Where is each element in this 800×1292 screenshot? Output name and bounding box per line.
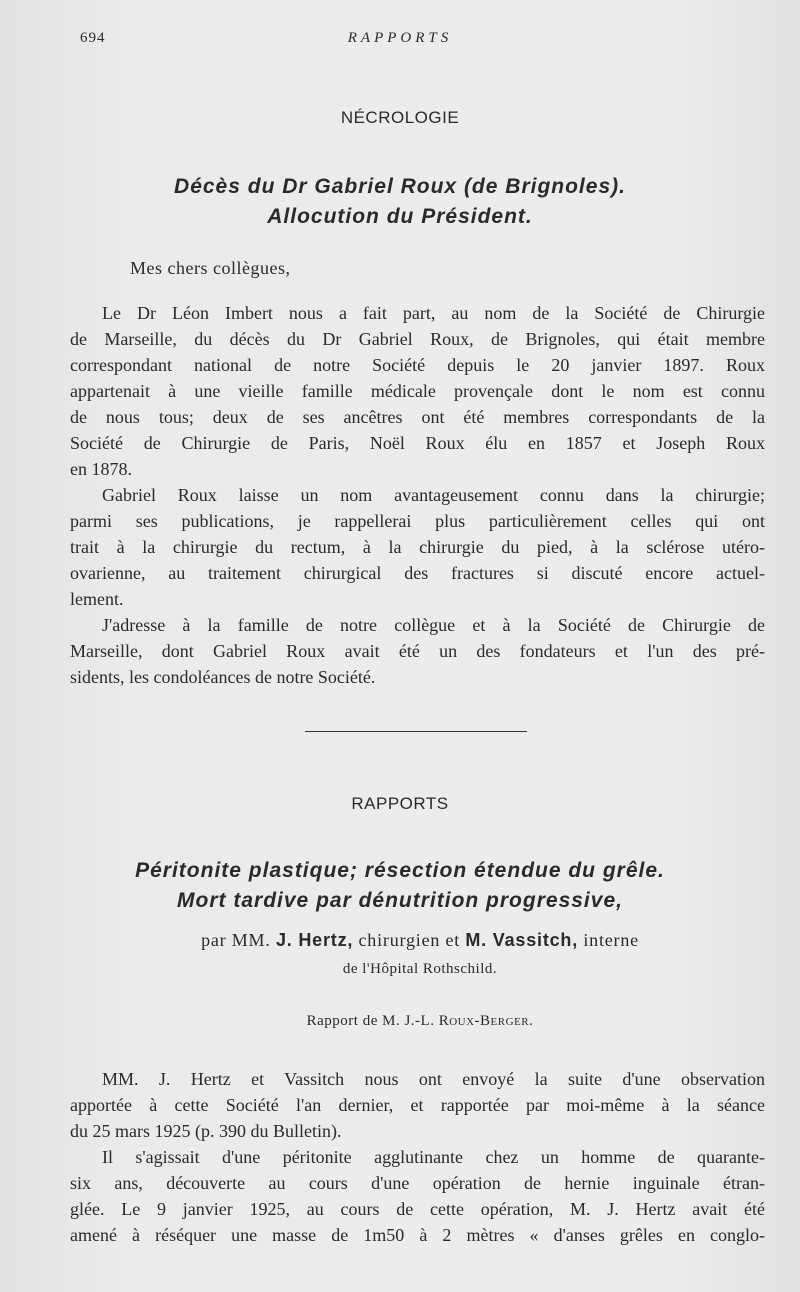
running-head bbox=[0, 30, 800, 52]
report-title-line1: Péritonite plastique; résection étendue du grêle. bbox=[135, 859, 665, 882]
body-line: lement. bbox=[70, 589, 124, 609]
body-line: appartenait à une vieille famille médicale provençale dont le nom est connu bbox=[70, 381, 765, 401]
body-line: de Marseille, du décès du Dr Gabriel Roux, de Brignoles, qui était membre bbox=[70, 329, 765, 349]
body-line: parmi ses publications, je rappellerai plus particulièrement celles qui ont bbox=[70, 511, 765, 531]
report-affiliation: de l'Hôpital Rothschild. bbox=[342, 961, 498, 977]
body-line: de nous tous; deux de ses ancêtres ont été membres correspondants de la bbox=[70, 407, 765, 427]
necrology-body bbox=[70, 300, 765, 690]
author-name: M. Vassitch, bbox=[465, 930, 579, 950]
reports-heading: RAPPORTS bbox=[351, 794, 449, 813]
necrology-title-line2: Allocution du Président. bbox=[267, 205, 533, 228]
report-body bbox=[70, 1066, 765, 1248]
rapporteur-prefix: Rapport de M. J.-L. bbox=[306, 1013, 435, 1029]
body-line: trait à la chirurgie du rectum, à la chirurgie du pied, à la sclérose utéro- bbox=[70, 537, 765, 557]
report-title bbox=[0, 856, 800, 916]
running-title: RAPPORTS bbox=[347, 30, 453, 46]
necrology-title bbox=[0, 172, 800, 232]
body-line: MM. J. Hertz et Vassitch nous ont envoyé la suite d'une observation bbox=[102, 1069, 765, 1089]
rapporteur-line bbox=[0, 1013, 800, 1030]
necrology-heading: NÉCROLOGIE bbox=[340, 108, 460, 127]
body-line: Société de Chirurgie de Paris, Noël Roux élu en 1857 et Joseph Roux bbox=[70, 433, 765, 453]
body-line: Le Dr Léon Imbert nous a fait part, au nom de la Société de Chirurgie bbox=[102, 303, 765, 323]
rapporteur-name: Roux-Berger. bbox=[438, 1013, 534, 1029]
page-number: 694 bbox=[80, 30, 106, 46]
body-line: du 25 mars 1925 (p. 390 du Bulletin). bbox=[70, 1121, 342, 1141]
report-byline bbox=[0, 930, 800, 951]
body-line: ovarienne, au traitement chirurgical des fractures si discuté encore actuel- bbox=[70, 563, 765, 583]
body-line: Marseille, dont Gabriel Roux avait été un des fondateurs et l'un des pré- bbox=[70, 641, 765, 661]
body-line: amené à réséquer une masse de 1m50 à 2 mètres « d'anses grêles en conglo- bbox=[70, 1225, 765, 1245]
body-line: J'adresse à la famille de notre collègue et à la Société de Chirurgie de bbox=[102, 615, 765, 635]
byline-par: par MM. bbox=[201, 930, 271, 950]
author-role: chirurgien et bbox=[358, 930, 461, 950]
body-line: six ans, découverte au cours d'une opération de hernie inguinale étran- bbox=[70, 1173, 765, 1193]
body-line: Gabriel Roux laisse un nom avantageusement connu dans la chirurgie; bbox=[102, 485, 765, 505]
author-name: J. Hertz, bbox=[275, 930, 354, 950]
body-line: en 1878. bbox=[70, 459, 132, 479]
report-title-line2: Mort tardive par dénutrition progressive, bbox=[177, 889, 623, 912]
necrology-title-line1: Décès du Dr Gabriel Roux (de Brignoles). bbox=[174, 175, 626, 198]
body-line: sidents, les condoléances de notre Société. bbox=[70, 667, 376, 687]
body-line: apportée à cette Société l'an dernier, et rapportée par moi-même à la séance bbox=[70, 1095, 765, 1115]
salutation: Mes chers collègues, bbox=[130, 258, 291, 278]
body-line: Il s'agissait d'une péritonite agglutinante chez un homme de quarante- bbox=[102, 1147, 765, 1167]
author-role: interne bbox=[583, 930, 639, 950]
section-divider bbox=[305, 731, 527, 732]
body-line: correspondant national de notre Société depuis le 20 janvier 1897. Roux bbox=[70, 355, 765, 375]
body-line: glée. Le 9 janvier 1925, au cours de cette opération, M. J. Hertz avait été bbox=[70, 1199, 765, 1219]
